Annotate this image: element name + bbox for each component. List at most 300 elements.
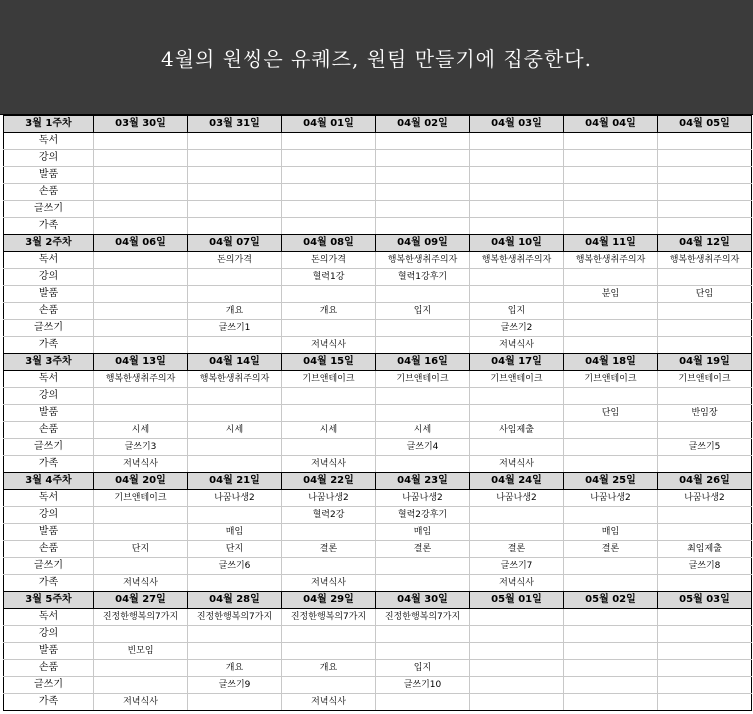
- activity-cell[interactable]: [470, 286, 564, 303]
- week-label-cell[interactable]: 3월 5주차: [4, 592, 94, 609]
- category-cell[interactable]: 손품: [4, 303, 94, 320]
- activity-cell[interactable]: [94, 252, 188, 269]
- activity-cell[interactable]: 행복한생취주의자: [564, 252, 658, 269]
- date-header-cell[interactable]: 04월 22일: [282, 473, 376, 490]
- date-header-cell[interactable]: 04월 20일: [94, 473, 188, 490]
- activity-cell[interactable]: [282, 558, 376, 575]
- activity-cell[interactable]: [94, 286, 188, 303]
- activity-cell[interactable]: [564, 184, 658, 201]
- activity-cell[interactable]: [282, 388, 376, 405]
- activity-cell[interactable]: [282, 439, 376, 456]
- activity-cell[interactable]: 빈모임: [94, 643, 188, 660]
- activity-cell[interactable]: [282, 184, 376, 201]
- category-cell[interactable]: 가족: [4, 456, 94, 473]
- activity-cell[interactable]: 행복한생취주의자: [376, 252, 470, 269]
- date-header-cell[interactable]: 04월 18일: [564, 354, 658, 371]
- activity-row: [4, 660, 752, 677]
- activity-cell[interactable]: 기브앤테이크: [376, 371, 470, 388]
- activity-cell[interactable]: [470, 133, 564, 150]
- category-cell[interactable]: 가족: [4, 218, 94, 235]
- activity-cell[interactable]: [564, 167, 658, 184]
- date-header-cell[interactable]: 04월 30일: [376, 592, 470, 609]
- category-cell[interactable]: 손품: [4, 541, 94, 558]
- activity-cell[interactable]: 반임장: [658, 405, 752, 422]
- category-cell[interactable]: 독서: [4, 490, 94, 507]
- activity-cell[interactable]: 저녁식사: [94, 575, 188, 592]
- activity-cell[interactable]: [470, 184, 564, 201]
- activity-cell[interactable]: [94, 133, 188, 150]
- activity-cell[interactable]: [564, 388, 658, 405]
- activity-cell[interactable]: 결론: [282, 541, 376, 558]
- activity-cell[interactable]: [188, 167, 282, 184]
- activity-cell[interactable]: [188, 286, 282, 303]
- activity-cell[interactable]: [282, 405, 376, 422]
- activity-cell[interactable]: [470, 507, 564, 524]
- activity-cell[interactable]: 진정한행복의7가지: [94, 609, 188, 626]
- activity-cell[interactable]: 글쓰기2: [470, 320, 564, 337]
- activity-cell[interactable]: [188, 456, 282, 473]
- activity-cell[interactable]: 기브앤테이크: [470, 371, 564, 388]
- activity-cell[interactable]: 저녁식사: [470, 337, 564, 354]
- activity-cell[interactable]: 행복한생취주의자: [470, 252, 564, 269]
- activity-cell[interactable]: [376, 286, 470, 303]
- activity-cell[interactable]: [188, 643, 282, 660]
- date-header-cell[interactable]: 04월 19일: [658, 354, 752, 371]
- activity-cell[interactable]: [564, 269, 658, 286]
- activity-cell[interactable]: 글쓰기3: [94, 439, 188, 456]
- activity-cell[interactable]: [658, 320, 752, 337]
- date-header-cell[interactable]: 04월 10일: [470, 235, 564, 252]
- activity-cell[interactable]: [188, 405, 282, 422]
- date-header-cell[interactable]: 04월 05일: [658, 116, 752, 133]
- activity-cell[interactable]: 글쓰기8: [658, 558, 752, 575]
- activity-cell[interactable]: 나꿈나생2: [282, 490, 376, 507]
- activity-cell[interactable]: [470, 388, 564, 405]
- activity-cell[interactable]: [94, 337, 188, 354]
- activity-row: [4, 371, 752, 388]
- activity-cell[interactable]: [188, 150, 282, 167]
- activity-cell[interactable]: [94, 269, 188, 286]
- activity-row: [4, 252, 752, 269]
- date-header-cell[interactable]: 04월 03일: [470, 116, 564, 133]
- activity-cell[interactable]: [470, 439, 564, 456]
- activity-cell[interactable]: [188, 626, 282, 643]
- activity-cell[interactable]: [188, 439, 282, 456]
- activity-cell[interactable]: 혈력1강: [282, 269, 376, 286]
- activity-cell[interactable]: [282, 167, 376, 184]
- date-header-cell[interactable]: 04월 12일: [658, 235, 752, 252]
- date-header-cell[interactable]: 04월 28일: [188, 592, 282, 609]
- activity-cell[interactable]: [658, 167, 752, 184]
- activity-cell[interactable]: 단임: [658, 286, 752, 303]
- activity-row: [4, 337, 752, 354]
- activity-cell[interactable]: 혈력2강후기: [376, 507, 470, 524]
- activity-cell[interactable]: [282, 626, 376, 643]
- activity-cell[interactable]: [188, 201, 282, 218]
- activity-cell[interactable]: 글쓰기1: [188, 320, 282, 337]
- activity-cell[interactable]: [564, 694, 658, 711]
- date-header-cell[interactable]: 04월 09일: [376, 235, 470, 252]
- activity-cell[interactable]: [470, 677, 564, 694]
- date-header-cell[interactable]: 04월 29일: [282, 592, 376, 609]
- activity-cell[interactable]: [94, 218, 188, 235]
- activity-cell[interactable]: 글쓰기9: [188, 677, 282, 694]
- activity-cell[interactable]: 시세: [94, 422, 188, 439]
- activity-cell[interactable]: [94, 167, 188, 184]
- activity-cell[interactable]: 결론: [564, 541, 658, 558]
- activity-cell[interactable]: 글쓰기4: [376, 439, 470, 456]
- date-header-cell[interactable]: 04월 16일: [376, 354, 470, 371]
- category-cell[interactable]: 가족: [4, 575, 94, 592]
- activity-cell[interactable]: [658, 388, 752, 405]
- activity-cell[interactable]: 진정한행복의7가지: [188, 609, 282, 626]
- activity-cell[interactable]: 돈의가격: [188, 252, 282, 269]
- activity-cell[interactable]: [470, 609, 564, 626]
- activity-cell[interactable]: 기브앤테이크: [564, 371, 658, 388]
- date-header-cell[interactable]: 04월 23일: [376, 473, 470, 490]
- activity-cell[interactable]: 돈의가격: [282, 252, 376, 269]
- date-header-cell[interactable]: 04월 08일: [282, 235, 376, 252]
- activity-cell[interactable]: [658, 303, 752, 320]
- activity-cell[interactable]: [658, 218, 752, 235]
- activity-cell[interactable]: 개요: [282, 660, 376, 677]
- activity-cell[interactable]: [470, 405, 564, 422]
- activity-cell[interactable]: [94, 524, 188, 541]
- activity-cell[interactable]: [564, 660, 658, 677]
- date-header-cell[interactable]: 04월 21일: [188, 473, 282, 490]
- activity-cell[interactable]: 결론: [470, 541, 564, 558]
- week-header-row: [4, 473, 752, 490]
- activity-cell[interactable]: [282, 286, 376, 303]
- activity-cell[interactable]: [658, 694, 752, 711]
- activity-cell[interactable]: [376, 184, 470, 201]
- date-header-cell[interactable]: 04월 02일: [376, 116, 470, 133]
- activity-cell[interactable]: [94, 184, 188, 201]
- activity-cell[interactable]: 행복한생취주의자: [188, 371, 282, 388]
- activity-row: [4, 405, 752, 422]
- category-cell[interactable]: 가족: [4, 694, 94, 711]
- activity-cell[interactable]: [564, 133, 658, 150]
- activity-cell[interactable]: 시세: [188, 422, 282, 439]
- category-cell[interactable]: 독서: [4, 609, 94, 626]
- category-cell[interactable]: 강의: [4, 507, 94, 524]
- activity-cell[interactable]: 시세: [282, 422, 376, 439]
- activity-cell[interactable]: [658, 337, 752, 354]
- activity-cell[interactable]: [282, 524, 376, 541]
- category-cell[interactable]: 독서: [4, 252, 94, 269]
- activity-cell[interactable]: 매임: [188, 524, 282, 541]
- activity-cell[interactable]: [376, 575, 470, 592]
- category-cell[interactable]: 글쓰기: [4, 201, 94, 218]
- activity-cell[interactable]: [188, 575, 282, 592]
- activity-cell[interactable]: [188, 218, 282, 235]
- activity-cell[interactable]: [376, 337, 470, 354]
- activity-row: [4, 609, 752, 626]
- activity-cell[interactable]: [564, 201, 658, 218]
- activity-cell[interactable]: [564, 456, 658, 473]
- activity-cell[interactable]: [376, 694, 470, 711]
- activity-cell[interactable]: 단임: [564, 405, 658, 422]
- activity-cell[interactable]: [94, 405, 188, 422]
- activity-cell[interactable]: 나꿈나생2: [564, 490, 658, 507]
- activity-cell[interactable]: 나꿈나생2: [658, 490, 752, 507]
- activity-cell[interactable]: 혈력1강후기: [376, 269, 470, 286]
- activity-cell[interactable]: [470, 660, 564, 677]
- activity-cell[interactable]: 기브앤테이크: [282, 371, 376, 388]
- activity-cell[interactable]: [470, 524, 564, 541]
- activity-cell[interactable]: [658, 677, 752, 694]
- activity-cell[interactable]: 글쓰기7: [470, 558, 564, 575]
- activity-cell[interactable]: [658, 150, 752, 167]
- activity-cell[interactable]: [282, 133, 376, 150]
- activity-cell[interactable]: 개요: [282, 303, 376, 320]
- activity-cell[interactable]: 글쓰기6: [188, 558, 282, 575]
- date-header-cell[interactable]: 04월 06일: [94, 235, 188, 252]
- activity-cell[interactable]: [564, 150, 658, 167]
- activity-cell[interactable]: 행복한생취주의자: [94, 371, 188, 388]
- activity-cell[interactable]: [564, 643, 658, 660]
- category-cell[interactable]: 발품: [4, 167, 94, 184]
- activity-cell[interactable]: 저녁식사: [470, 575, 564, 592]
- activity-cell[interactable]: [94, 677, 188, 694]
- category-cell[interactable]: 강의: [4, 388, 94, 405]
- category-cell[interactable]: 강의: [4, 626, 94, 643]
- date-header-cell[interactable]: 04월 13일: [94, 354, 188, 371]
- activity-cell[interactable]: [282, 677, 376, 694]
- activity-cell[interactable]: [658, 133, 752, 150]
- activity-cell[interactable]: 매임: [376, 524, 470, 541]
- activity-row: [4, 626, 752, 643]
- activity-cell[interactable]: 저녁식사: [470, 456, 564, 473]
- activity-cell[interactable]: 기브앤테이크: [94, 490, 188, 507]
- activity-row: [4, 269, 752, 286]
- date-header-cell[interactable]: 04월 01일: [282, 116, 376, 133]
- date-header-cell[interactable]: 05월 01일: [470, 592, 564, 609]
- activity-cell[interactable]: [188, 694, 282, 711]
- week-label-cell[interactable]: 3월 1주차: [4, 116, 94, 133]
- activity-cell[interactable]: [658, 422, 752, 439]
- activity-cell[interactable]: 글쓰기10: [376, 677, 470, 694]
- date-header-cell[interactable]: 04월 26일: [658, 473, 752, 490]
- activity-cell[interactable]: [376, 218, 470, 235]
- activity-cell[interactable]: [376, 320, 470, 337]
- activity-cell[interactable]: [94, 507, 188, 524]
- activity-cell[interactable]: 나꿈나생2: [470, 490, 564, 507]
- activity-cell[interactable]: [564, 507, 658, 524]
- activity-cell[interactable]: 진정한행복의7가지: [376, 609, 470, 626]
- activity-row: [4, 303, 752, 320]
- activity-cell[interactable]: [564, 218, 658, 235]
- category-cell[interactable]: 글쓰기: [4, 677, 94, 694]
- activity-cell[interactable]: [658, 456, 752, 473]
- activity-cell[interactable]: [94, 320, 188, 337]
- activity-row: [4, 524, 752, 541]
- week-label-cell[interactable]: 3월 4주차: [4, 473, 94, 490]
- activity-row: [4, 507, 752, 524]
- activity-cell[interactable]: 입지: [470, 303, 564, 320]
- activity-cell[interactable]: 매임: [564, 524, 658, 541]
- activity-cell[interactable]: 개요: [188, 303, 282, 320]
- activity-cell[interactable]: [94, 150, 188, 167]
- activity-cell[interactable]: [376, 388, 470, 405]
- activity-cell[interactable]: [564, 626, 658, 643]
- date-header-cell[interactable]: 04월 27일: [94, 592, 188, 609]
- activity-cell[interactable]: [376, 456, 470, 473]
- activity-row: [4, 286, 752, 303]
- category-cell[interactable]: 발품: [4, 286, 94, 303]
- activity-row: [4, 201, 752, 218]
- activity-cell[interactable]: [376, 201, 470, 218]
- activity-cell[interactable]: 사임제출: [470, 422, 564, 439]
- activity-cell[interactable]: [376, 626, 470, 643]
- category-cell[interactable]: 발품: [4, 405, 94, 422]
- activity-cell[interactable]: [658, 660, 752, 677]
- activity-cell[interactable]: 입지: [376, 660, 470, 677]
- activity-cell[interactable]: 혈력2강: [282, 507, 376, 524]
- week-label-cell[interactable]: 3월 3주차: [4, 354, 94, 371]
- activity-cell[interactable]: [564, 677, 658, 694]
- activity-cell[interactable]: 결론: [376, 541, 470, 558]
- category-cell[interactable]: 강의: [4, 150, 94, 167]
- activity-cell[interactable]: [564, 609, 658, 626]
- date-header-cell[interactable]: 04월 11일: [564, 235, 658, 252]
- category-cell[interactable]: 발품: [4, 643, 94, 660]
- activity-cell[interactable]: [564, 337, 658, 354]
- activity-cell[interactable]: [188, 337, 282, 354]
- activity-cell[interactable]: [658, 626, 752, 643]
- activity-cell[interactable]: [282, 150, 376, 167]
- activity-cell[interactable]: [658, 609, 752, 626]
- date-header-cell[interactable]: 04월 25일: [564, 473, 658, 490]
- activity-cell[interactable]: [658, 184, 752, 201]
- category-cell[interactable]: 글쓰기: [4, 439, 94, 456]
- activity-row: [4, 422, 752, 439]
- activity-cell[interactable]: [94, 388, 188, 405]
- activity-cell[interactable]: 저녁식사: [282, 456, 376, 473]
- activity-cell[interactable]: [188, 133, 282, 150]
- activity-cell[interactable]: 저녁식사: [94, 456, 188, 473]
- activity-cell[interactable]: 저녁식사: [94, 694, 188, 711]
- date-header-cell[interactable]: 04월 07일: [188, 235, 282, 252]
- category-cell[interactable]: 가족: [4, 337, 94, 354]
- date-header-cell[interactable]: 04월 14일: [188, 354, 282, 371]
- activity-cell[interactable]: [564, 422, 658, 439]
- activity-cell[interactable]: 시세: [376, 422, 470, 439]
- activity-cell[interactable]: [94, 626, 188, 643]
- activity-cell[interactable]: [658, 201, 752, 218]
- activity-cell[interactable]: [94, 303, 188, 320]
- activity-cell[interactable]: [470, 150, 564, 167]
- activity-cell[interactable]: [94, 201, 188, 218]
- activity-cell[interactable]: [94, 558, 188, 575]
- activity-cell[interactable]: 행복한생취주의자: [658, 252, 752, 269]
- activity-cell[interactable]: [658, 524, 752, 541]
- activity-cell[interactable]: [376, 133, 470, 150]
- category-cell[interactable]: 손품: [4, 660, 94, 677]
- category-cell[interactable]: 독서: [4, 371, 94, 388]
- category-cell[interactable]: 강의: [4, 269, 94, 286]
- activity-cell[interactable]: [282, 218, 376, 235]
- activity-cell[interactable]: [376, 167, 470, 184]
- activity-row: [4, 388, 752, 405]
- date-header-cell[interactable]: 05월 02일: [564, 592, 658, 609]
- activity-cell[interactable]: 글쓰기5: [658, 439, 752, 456]
- activity-cell[interactable]: 단지: [94, 541, 188, 558]
- activity-cell[interactable]: 저녁식사: [282, 694, 376, 711]
- category-cell[interactable]: 손품: [4, 184, 94, 201]
- week-label-cell[interactable]: 3월 2주차: [4, 235, 94, 252]
- date-header-cell[interactable]: 04월 15일: [282, 354, 376, 371]
- activity-cell[interactable]: [470, 269, 564, 286]
- category-cell[interactable]: 발품: [4, 524, 94, 541]
- activity-cell[interactable]: [376, 405, 470, 422]
- activity-cell[interactable]: [188, 184, 282, 201]
- activity-cell[interactable]: [564, 558, 658, 575]
- activity-cell[interactable]: [658, 269, 752, 286]
- activity-cell[interactable]: 개요: [188, 660, 282, 677]
- activity-cell[interactable]: 저녁식사: [282, 337, 376, 354]
- category-cell[interactable]: 글쓰기: [4, 558, 94, 575]
- activity-cell[interactable]: [376, 643, 470, 660]
- activity-cell[interactable]: 나꿈나생2: [188, 490, 282, 507]
- activity-cell[interactable]: 진정한행복의7가지: [282, 609, 376, 626]
- activity-cell[interactable]: 기브앤테이크: [658, 371, 752, 388]
- activity-cell[interactable]: [470, 643, 564, 660]
- activity-row: [4, 677, 752, 694]
- activity-cell[interactable]: [188, 388, 282, 405]
- activity-row: [4, 167, 752, 184]
- activity-cell[interactable]: 최임제출: [658, 541, 752, 558]
- activity-cell[interactable]: [188, 269, 282, 286]
- activity-cell[interactable]: [564, 320, 658, 337]
- date-header-cell[interactable]: 04월 24일: [470, 473, 564, 490]
- activity-cell[interactable]: [470, 218, 564, 235]
- activity-cell[interactable]: [94, 660, 188, 677]
- category-cell[interactable]: 독서: [4, 133, 94, 150]
- date-header-cell[interactable]: 03월 31일: [188, 116, 282, 133]
- activity-cell[interactable]: [282, 201, 376, 218]
- activity-cell[interactable]: 단지: [188, 541, 282, 558]
- date-header-cell[interactable]: 03월 30일: [94, 116, 188, 133]
- activity-cell[interactable]: [658, 507, 752, 524]
- date-header-cell[interactable]: 05월 03일: [658, 592, 752, 609]
- activity-cell[interactable]: [564, 439, 658, 456]
- category-cell[interactable]: 글쓰기: [4, 320, 94, 337]
- activity-cell[interactable]: [658, 575, 752, 592]
- activity-cell[interactable]: [470, 626, 564, 643]
- activity-cell[interactable]: [376, 150, 470, 167]
- activity-cell[interactable]: 분임: [564, 286, 658, 303]
- activity-cell[interactable]: 나꿈나생2: [376, 490, 470, 507]
- activity-cell[interactable]: [188, 507, 282, 524]
- activity-cell[interactable]: [470, 694, 564, 711]
- activity-cell[interactable]: [564, 303, 658, 320]
- activity-cell[interactable]: [282, 643, 376, 660]
- activity-cell[interactable]: [470, 201, 564, 218]
- schedule-sheet: [3, 115, 752, 711]
- activity-cell[interactable]: [658, 643, 752, 660]
- activity-row: [4, 643, 752, 660]
- activity-cell[interactable]: [564, 575, 658, 592]
- category-cell[interactable]: 손품: [4, 422, 94, 439]
- date-header-cell[interactable]: 04월 04일: [564, 116, 658, 133]
- activity-cell[interactable]: 저녁식사: [282, 575, 376, 592]
- activity-cell[interactable]: [282, 320, 376, 337]
- activity-cell[interactable]: [470, 167, 564, 184]
- activity-cell[interactable]: [376, 558, 470, 575]
- activity-cell[interactable]: 입지: [376, 303, 470, 320]
- date-header-cell[interactable]: 04월 17일: [470, 354, 564, 371]
